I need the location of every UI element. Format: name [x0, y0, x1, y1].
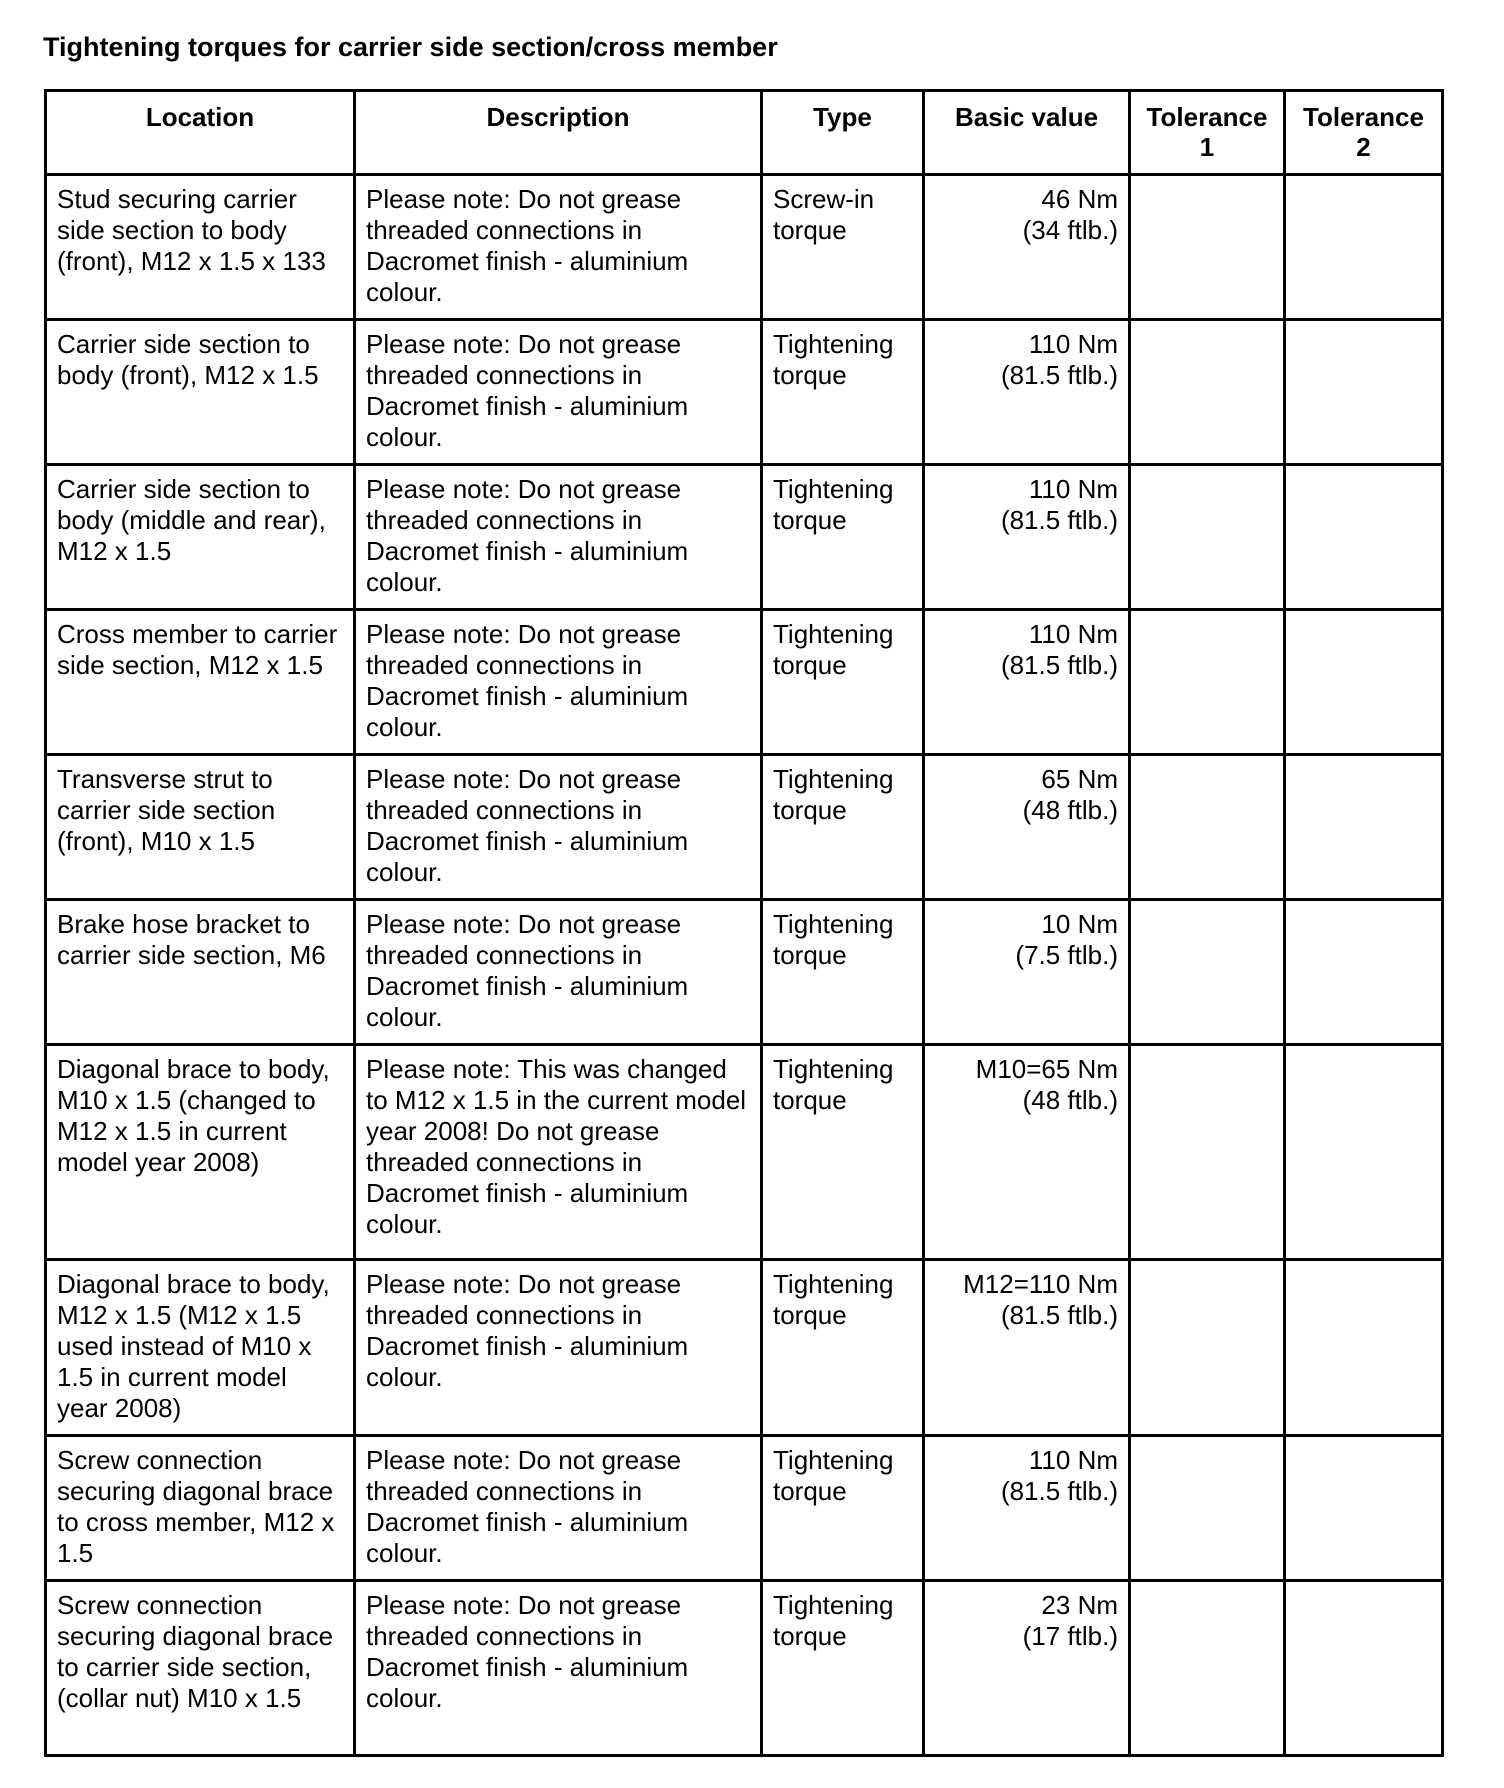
tolerance-1-cell: [1130, 1045, 1285, 1260]
column-header-tolerance-1: Tolerance 1: [1130, 91, 1285, 175]
basic-value-imperial: (81.5 ftlb.): [1000, 650, 1118, 680]
location-cell: Brake hose bracket to carrier side section, M6: [46, 900, 355, 1045]
column-header-basic-value: Basic value: [924, 91, 1130, 175]
location-cell: Screw connection securing diagonal brace to cross member, M12 x 1.5: [46, 1436, 355, 1581]
basic-value-metric: 23 Nm: [1041, 1590, 1118, 1620]
column-header-location: Location: [46, 91, 355, 175]
tolerance-2-cell: [1285, 1436, 1443, 1581]
basic-value-cell: [924, 1260, 1130, 1436]
type-cell: Tightening torque: [762, 900, 924, 1045]
basic-value-metric: 46 Nm: [1041, 184, 1118, 214]
basic-value-metric: 110 Nm: [1028, 329, 1118, 359]
basic-value-cell: [924, 900, 1130, 1045]
description-cell: Please note: Do not grease threaded connections in Dacromet finish - aluminium colour.: [355, 175, 762, 320]
type-cell: Tightening torque: [762, 1581, 924, 1756]
location-cell: Carrier side section to body (middle and rear), M12 x 1.5: [46, 465, 355, 610]
table-row: [46, 900, 1443, 1045]
basic-value-imperial: (81.5 ftlb.): [1000, 1476, 1118, 1506]
location-cell: Transverse strut to carrier side section (front), M10 x 1.5: [46, 755, 355, 900]
tolerance-1-cell: [1130, 900, 1285, 1045]
tolerance-1-cell: [1130, 1260, 1285, 1436]
type-cell: Tightening torque: [762, 465, 924, 610]
basic-value-imperial: (48 ftlb.): [1022, 1085, 1118, 1115]
location-cell: Screw connection securing diagonal brace to carrier side section, (collar nut) M10 x 1.5: [46, 1581, 355, 1756]
description-cell: Please note: Do not grease threaded connections in Dacromet finish - aluminium colour.: [355, 465, 762, 610]
tolerance-1-cell: [1130, 175, 1285, 320]
basic-value-imperial: (81.5 ftlb.): [1000, 505, 1118, 535]
description-cell: Please note: Do not grease threaded connections in Dacromet finish - aluminium colour.: [355, 755, 762, 900]
tolerance-2-cell: [1285, 320, 1443, 465]
page-title: Tightening torques for carrier side section/cross member: [43, 32, 778, 62]
basic-value-cell: [924, 755, 1130, 900]
tolerance-2-cell: [1285, 610, 1443, 755]
type-cell: Tightening torque: [762, 1045, 924, 1260]
location-cell: Diagonal brace to body, M12 x 1.5 (M12 x 1.5 used instead of M10 x 1.5 in current model year 2008): [46, 1260, 355, 1436]
basic-value-metric: 110 Nm: [1028, 474, 1118, 504]
basic-value-imperial: (17 ftlb.): [1022, 1621, 1118, 1651]
basic-value-cell: [924, 320, 1130, 465]
table-header-row: [46, 91, 1443, 175]
basic-value-cell: [924, 610, 1130, 755]
type-cell: Tightening torque: [762, 1436, 924, 1581]
tolerance-2-cell: [1285, 900, 1443, 1045]
basic-value-metric: M10=65 Nm: [975, 1054, 1118, 1084]
table-row: [46, 1581, 1443, 1756]
basic-value-cell: [924, 465, 1130, 610]
basic-value-cell: [924, 1581, 1130, 1756]
table-row: [46, 175, 1443, 320]
basic-value-metric: M12=110 Nm: [963, 1269, 1118, 1299]
description-cell: Please note: Do not grease threaded connections in Dacromet finish - aluminium colour.: [355, 1436, 762, 1581]
tolerance-2-cell: [1285, 465, 1443, 610]
description-cell: Please note: Do not grease threaded connections in Dacromet finish - aluminium colour.: [355, 900, 762, 1045]
basic-value-cell: [924, 1436, 1130, 1581]
table-row: [46, 1260, 1443, 1436]
location-cell: Cross member to carrier side section, M12 x 1.5: [46, 610, 355, 755]
type-cell: Tightening torque: [762, 610, 924, 755]
table-row: [46, 1045, 1443, 1260]
description-cell: Please note: Do not grease threaded connections in Dacromet finish - aluminium colour.: [355, 1581, 762, 1756]
tolerance-1-cell: [1130, 465, 1285, 610]
column-header-description: Description: [355, 91, 762, 175]
tolerance-2-cell: [1285, 1045, 1443, 1260]
tolerance-2-cell: [1285, 1581, 1443, 1756]
basic-value-imperial: (81.5 ftlb.): [1000, 1300, 1118, 1330]
description-cell: Please note: This was changed to M12 x 1.5 in the current model year 2008! Do not grease threaded connections in Dacromet finish - aluminium colour.: [355, 1045, 762, 1260]
description-cell: Please note: Do not grease threaded connections in Dacromet finish - aluminium colour.: [355, 1260, 762, 1436]
location-cell: Diagonal brace to body, M10 x 1.5 (changed to M12 x 1.5 in current model year 2008): [46, 1045, 355, 1260]
basic-value-metric: 10 Nm: [1041, 909, 1118, 939]
tolerance-1-cell: [1130, 320, 1285, 465]
table-row: [46, 610, 1443, 755]
tolerance-1-cell: [1130, 1581, 1285, 1756]
table-row: [46, 755, 1443, 900]
basic-value-cell: [924, 175, 1130, 320]
type-cell: Tightening torque: [762, 320, 924, 465]
tolerance-1-cell: [1130, 755, 1285, 900]
table-row: [46, 1436, 1443, 1581]
torque-table: [44, 89, 1444, 1757]
description-cell: Please note: Do not grease threaded connections in Dacromet finish - aluminium colour.: [355, 610, 762, 755]
basic-value-cell: [924, 1045, 1130, 1260]
basic-value-imperial: (7.5 ftlb.): [1015, 940, 1118, 970]
type-cell: Tightening torque: [762, 1260, 924, 1436]
tolerance-1-cell: [1130, 610, 1285, 755]
basic-value-imperial: (34 ftlb.): [1022, 215, 1118, 245]
type-cell: Tightening torque: [762, 755, 924, 900]
basic-value-metric: 65 Nm: [1041, 764, 1118, 794]
description-cell: Please note: Do not grease threaded connections in Dacromet finish - aluminium colour.: [355, 320, 762, 465]
type-cell: Screw-in torque: [762, 175, 924, 320]
table-row: [46, 465, 1443, 610]
basic-value-metric: 110 Nm: [1028, 619, 1118, 649]
location-cell: Stud securing carrier side section to body (front), M12 x 1.5 x 133: [46, 175, 355, 320]
column-header-tolerance-2: Tolerance 2: [1285, 91, 1443, 175]
column-header-type: Type: [762, 91, 924, 175]
tolerance-2-cell: [1285, 755, 1443, 900]
basic-value-imperial: (48 ftlb.): [1022, 795, 1118, 825]
tolerance-2-cell: [1285, 1260, 1443, 1436]
location-cell: Carrier side section to body (front), M12 x 1.5: [46, 320, 355, 465]
table-row: [46, 320, 1443, 465]
basic-value-imperial: (81.5 ftlb.): [1000, 360, 1118, 390]
basic-value-metric: 110 Nm: [1028, 1445, 1118, 1475]
tolerance-1-cell: [1130, 1436, 1285, 1581]
tolerance-2-cell: [1285, 175, 1443, 320]
